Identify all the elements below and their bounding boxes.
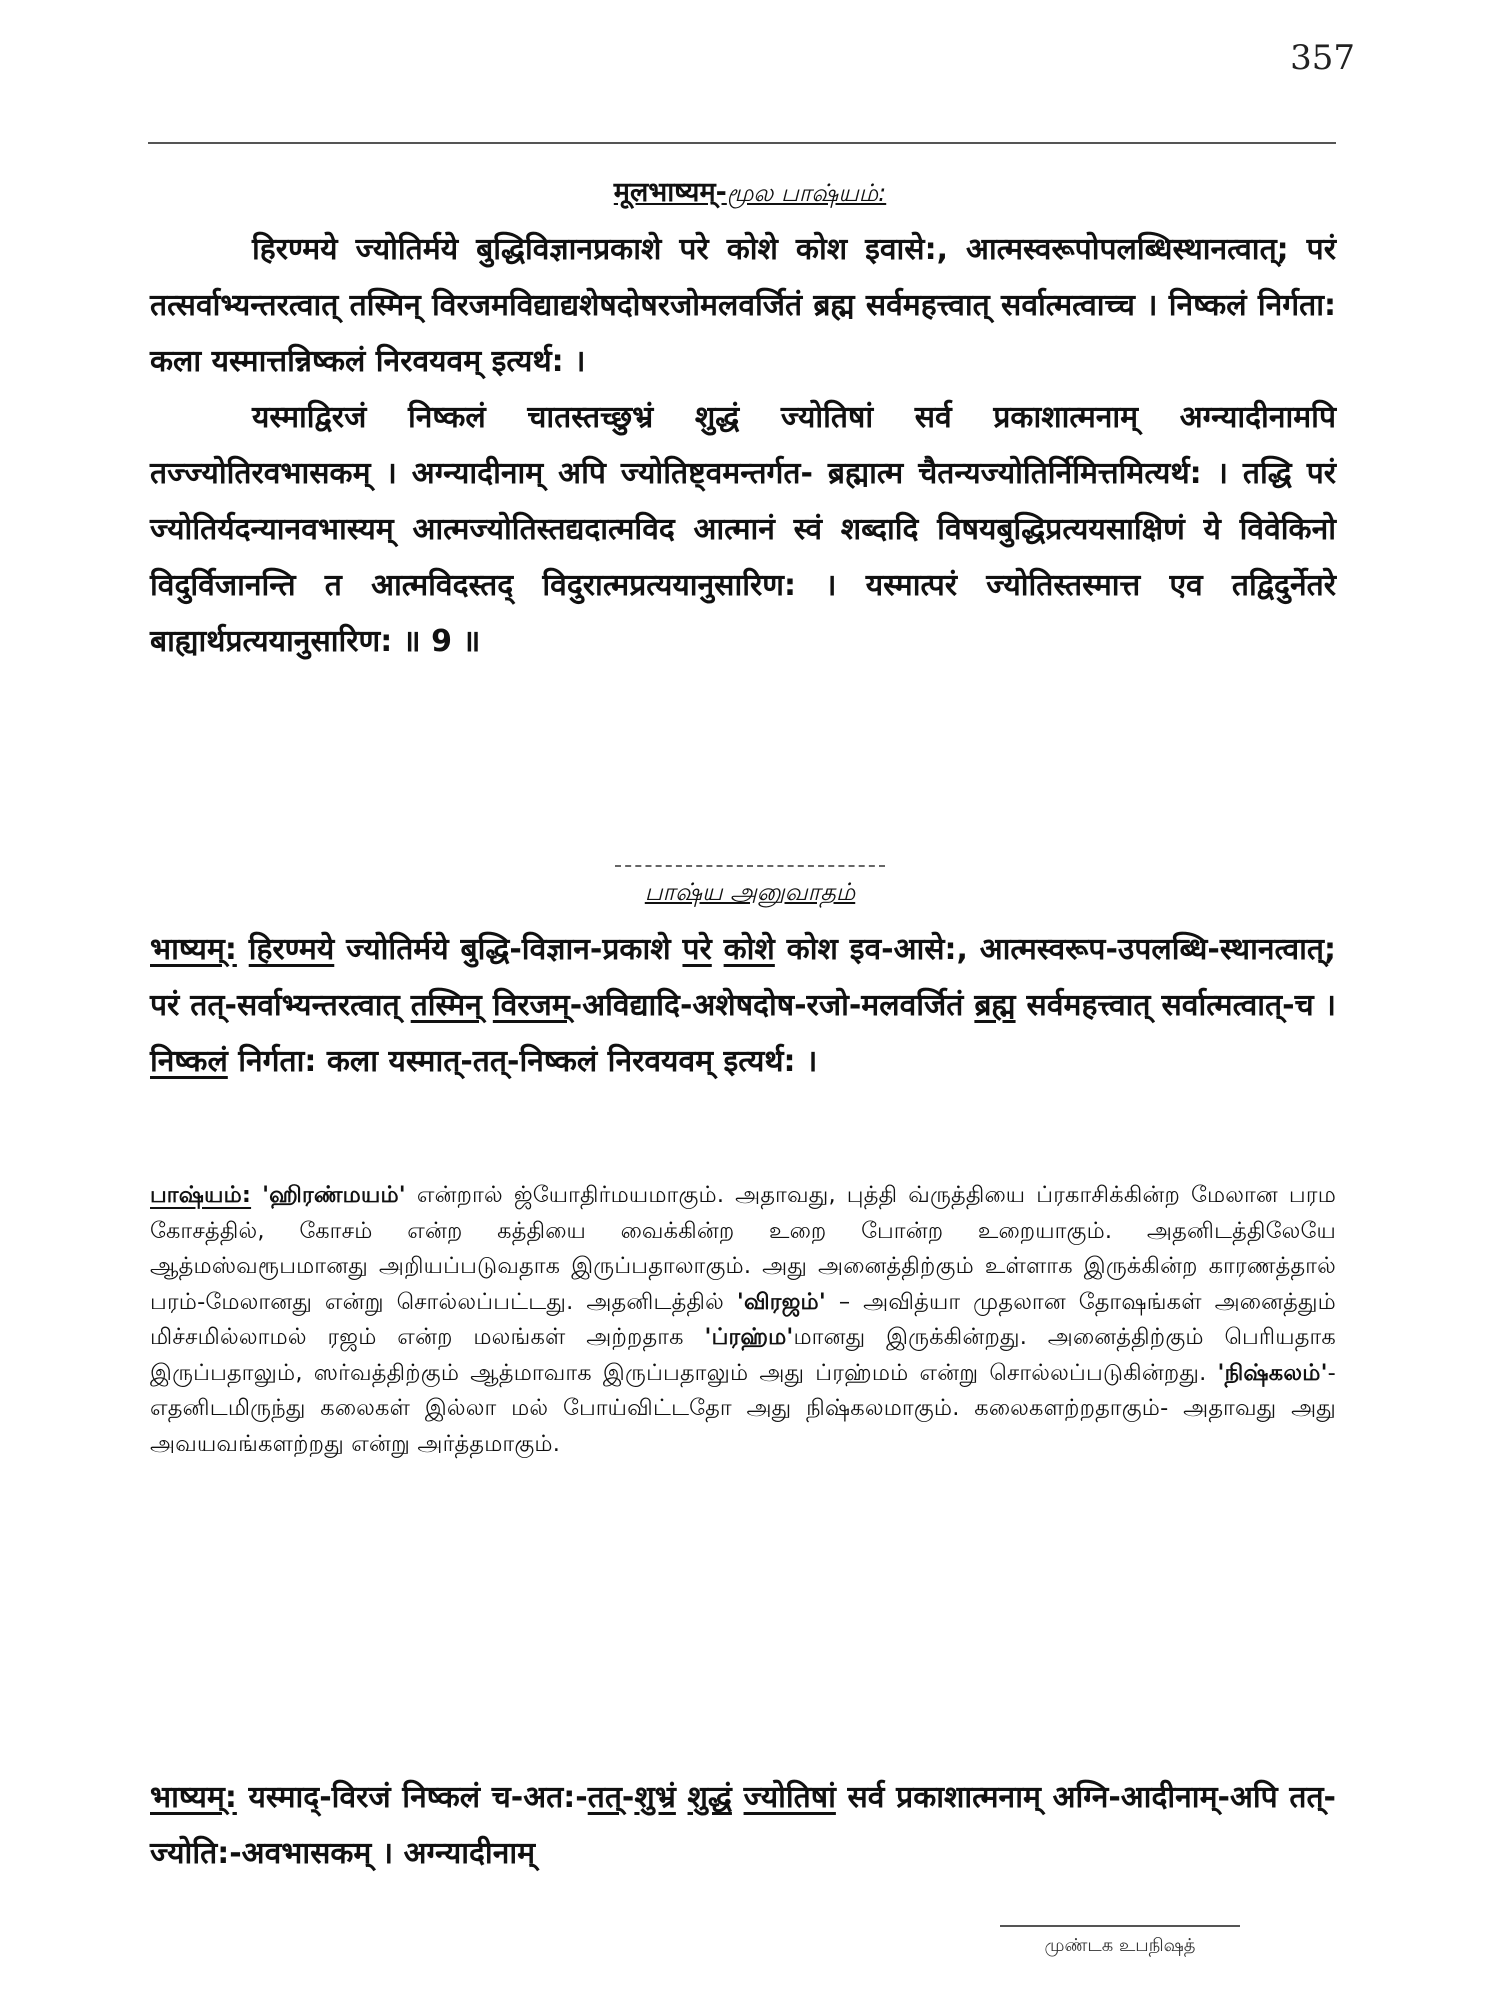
term-hiranmayam: 'ஹிரண்மயம்'	[262, 1182, 406, 1208]
footer-title: முண்டக உபநிஷத்	[1044, 1935, 1196, 1956]
text-run: ज्योतिर्मये बुद्धि-विज्ञान-प्रकाशे	[334, 932, 683, 967]
anuvadam-heading	[0, 876, 1500, 909]
term-brahma: 'ப்ரஹ்ம'	[704, 1324, 794, 1350]
word-shubhram: शुभ्रं	[634, 1780, 676, 1815]
tamil-paragraph	[150, 1178, 1336, 1462]
term-virajam: 'விரஜம்'	[736, 1288, 826, 1315]
text-run: सर्वमहत्त्वात् सर्वात्मत्वात्-च ।	[1015, 988, 1336, 1023]
moola-paragraph-1: हिरण्मये ज्योतिर्मये बुद्धिविज्ञानप्रकाशे परे कोशे कोश इवासे:, आत्मस्वरूपोपलब्धिस्थानत्वात्; परं तत्सर्वाभ्यन्तरत्वात् तस्मिन् विरजमविद्याद्यशेषदोषरजोमलवर्जितं ब्रह्म सर्वमहत्त्वात् सर्वात्मत्वाच्च । निष्कलं निर्गता: कला यस्मात्तन्निष्कलं निरवयवम् इत्यर्थ: ।	[150, 232, 1336, 379]
word-tat: तत्	[587, 1780, 622, 1815]
section-divider	[615, 865, 885, 867]
bhashya-2-paragraph	[150, 1770, 1336, 1882]
word-shuddham: शुद्धं	[687, 1780, 732, 1815]
text-run: - எதனிடமிருந்து கலைகள் இல்லா மல் போய்விட்டதோ அது நிஷ்கலமாகும். கலைகளற்றதாகும்- அதாவது அது அவயவங்களற்றது என்று அர்த்தமாகும்.	[150, 1359, 1336, 1457]
text-run: மானது இருக்கின்றது. அனைத்திற்கும் பெரியதாக இருப்பதாலும், ஸர்வத்திற்கும் ஆத்மாவாக இருப்பதாலும் அது ப்ரஹ்மம் என்று சொல்லப்படுகின்றது.	[150, 1324, 1336, 1386]
term-nishkalam: 'நிஷ்கலம்'	[1217, 1359, 1328, 1386]
moola-bhashyam-text	[150, 222, 1336, 670]
bhashya-translation-2	[150, 1770, 1336, 1882]
word-hiranmaye: हिरण्मये	[248, 932, 335, 967]
bhashya-label: भाष्यम्:	[150, 1780, 237, 1815]
word-brahma: ब्रह्म	[974, 988, 1016, 1023]
bhashya-1-paragraph	[150, 922, 1336, 1090]
word-tasmin: तस्मिन्	[410, 988, 482, 1023]
heading-tamil: மூல பாஷ்யம்:	[726, 179, 887, 207]
word-koshe: कोशे	[723, 932, 775, 967]
heading-sanskrit: मूलभाष्यम्-	[613, 177, 727, 208]
text-run: निर्गता: कला यस्मात्-तत्-निष्कलं निरवयवम् इत्यर्थ: ।	[227, 1044, 818, 1079]
tamil-commentary	[150, 1178, 1336, 1462]
page-number: 357	[1290, 38, 1355, 78]
text-run	[482, 988, 493, 1023]
tamil-label: பாஷ்யம்:	[150, 1182, 252, 1208]
anuvadam-heading-text: பாஷ்ய அனுவாதம்	[644, 878, 856, 906]
word-nishkalam: निष्कलं	[150, 1044, 228, 1079]
text-run	[712, 932, 724, 967]
text-run	[676, 1780, 688, 1815]
word-virajam: विरजम्	[492, 988, 570, 1023]
text-run: -	[621, 1780, 635, 1815]
text-run: – அவித்யா முதலான தோஷங்கள் அனைத்தும் மிச்சமில்லாமல் ரஜம் என்ற மலங்கள் அற்றதாக	[150, 1288, 1336, 1350]
text-run: कोश इव-आसे:, आत्मस्वरूप-उपलब्धि-स्थानत्वात्; परं तत्-सर्वाभ्यन्तरत्वात्	[150, 932, 1336, 1023]
moola-bhashyam-heading	[0, 172, 1500, 210]
top-rule	[148, 142, 1336, 144]
text-run: என்றால் ஜ்யோதிர்மயமாகும். அதாவது, புத்தி வ்ருத்தியை ப்ரகாசிக்கின்ற மேலான பரம கோசத்தில், கோசம் என்ற கத்தியை வைக்கின்ற உறை போன்ற உறையாகும். அதனிடத்திலேயே ஆத்மஸ்வரூபமானது அறியப்படுவதாக இருப்பதாலாகும். அது அனைத்திற்கும் உள்ளாக இருக்கின்ற காரணத்தால் பரம்-மேலானது என்று சொல்லப்பட்டது. அதனிடத்தில்	[150, 1182, 1336, 1315]
bhashya-translation-1	[150, 922, 1336, 1090]
text-run: -अविद्यादि-अशेषदोष-रजो-मलवर्जितं	[569, 988, 975, 1023]
footer-rule	[1000, 1925, 1240, 1927]
moola-paragraph-2: यस्माद्विरजं निष्कलं चातस्तच्छुभ्रं शुद्धं ज्योतिषां सर्व प्रकाशात्मनाम् अग्न्यादीनामपि तज्ज्योतिरवभासकम् । अग्न्यादीनाम् अपि ज्योतिष्ट्वमन्तर्गत- ब्रह्मात्म चैतन्यज्योतिर्निमित्तमित्यर्थ: । तद्धि परं ज्योतिर्यदन्यानवभास्यम् आत्मज्योतिस्तद्यदात्मविद आत्मानं स्वं शब्दादि विषयबुद्धिप्रत्ययसाक्षिणं ये विवेकिनो विदुर्विजानन्ति त आत्मविदस्तद् विदुरात्मप्रत्ययानुसारिण: । यस्मात्परं ज्योतिस्तस्मात्त एव तद्विदुर्नेतरे बाह्यार्थप्रत्ययानुसारिण: ॥ 9 ॥	[150, 400, 1336, 659]
text-run: सर्व प्रकाशात्मनाम् अग्नि-आदीनाम्-अपि तत्-ज्योति:-अवभासकम् । अग्न्यादीनाम्	[150, 1780, 1336, 1871]
word-jyotisham: ज्योतिषां	[743, 1780, 836, 1815]
text-run	[732, 1780, 744, 1815]
bhashya-label: भाष्यम्:	[150, 932, 237, 967]
text-run: यस्माद्-विरजं निष्कलं च-अत:-	[236, 1780, 588, 1815]
word-pare: परे	[682, 932, 712, 967]
